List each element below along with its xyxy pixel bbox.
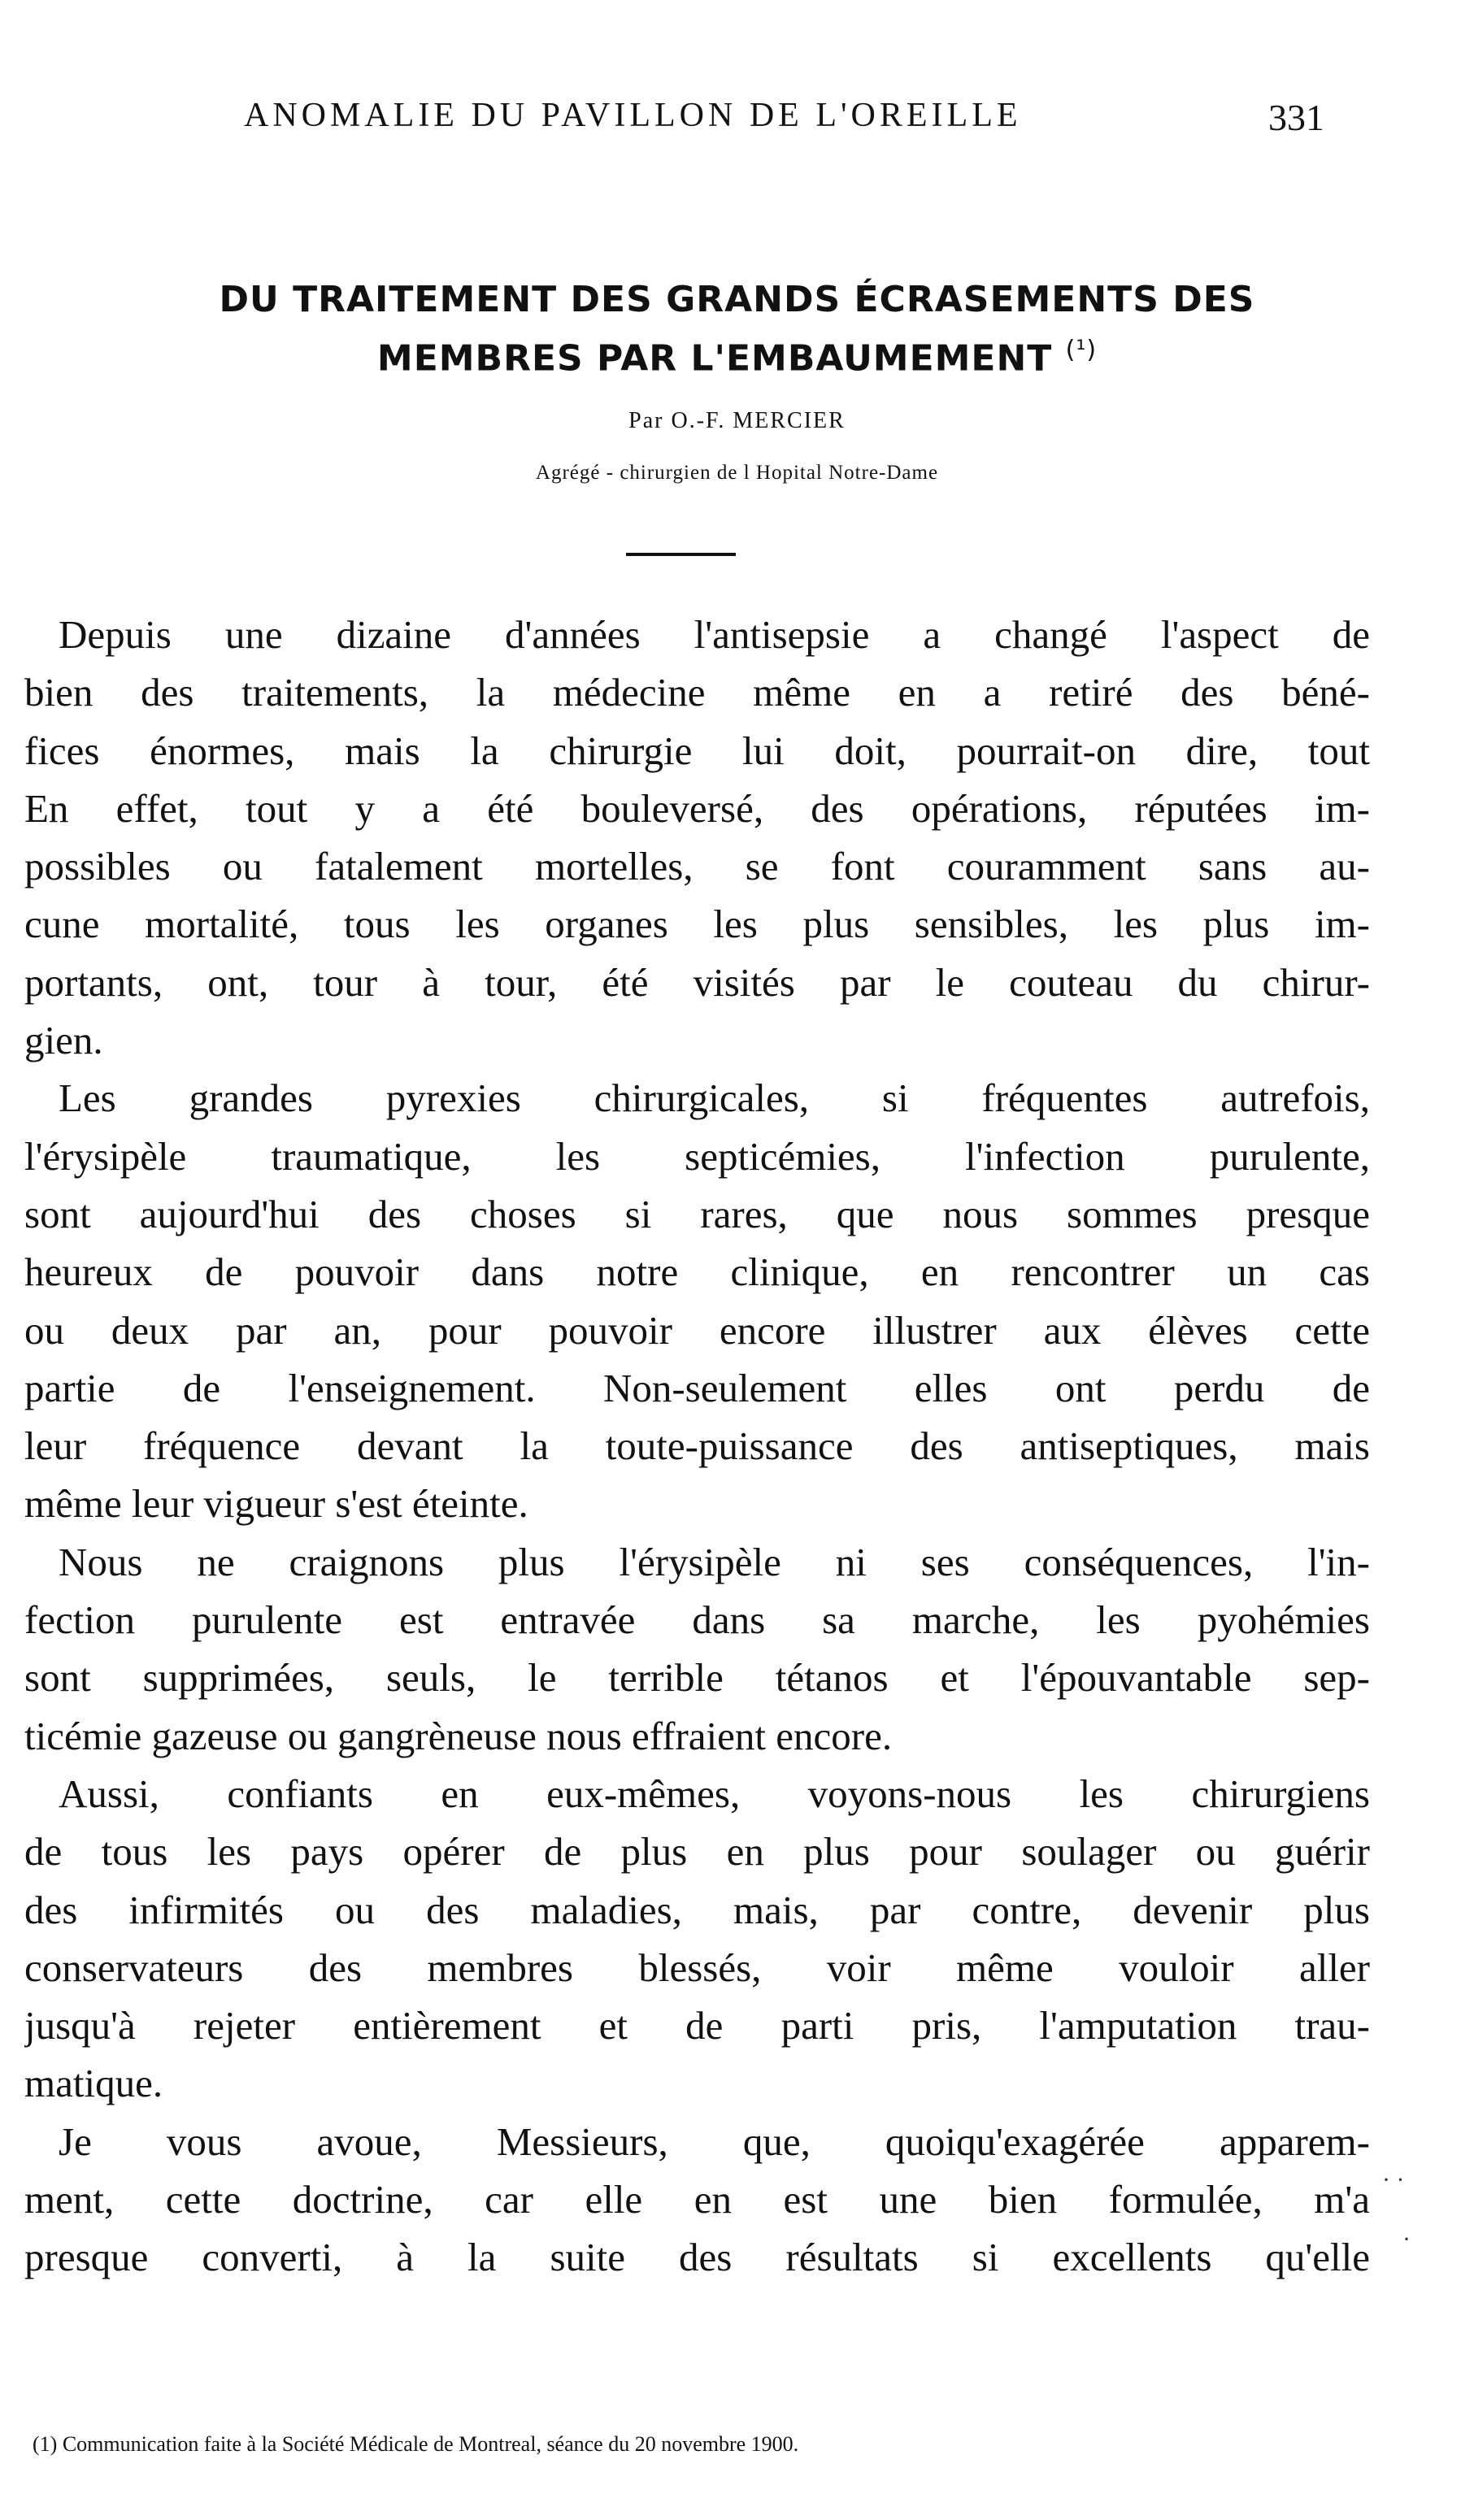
- body-line: fices énormes, mais la chirurgie lui doit, pourrait-on dire, tout: [24, 728, 1370, 773]
- margin-mark: ·: [1402, 2226, 1411, 2253]
- running-title: ANOMALIE DU PAVILLON DE L'OREILLE: [244, 97, 1022, 134]
- margin-mark: · ·: [1382, 2166, 1405, 2193]
- body-line: ou deux par an, pour pouvoir encore illustrer aux élèves cette: [24, 1307, 1370, 1353]
- body-line: Nous ne craignons plus l'érysipèle ni ses conséquences, l'in-: [59, 1539, 1370, 1584]
- body-line: ment, cette doctrine, car elle en est une bien formulée, m'a: [24, 2177, 1370, 2222]
- body-line: Aussi, confiants en eux-mêmes, voyons-nous les chirurgiens: [59, 1771, 1370, 1816]
- body-line: En effet, tout y a été bouleversé, des opérations, réputées im-: [24, 785, 1370, 831]
- body-line: cune mortalité, tous les organes les plus sensibles, les plus im-: [24, 902, 1370, 947]
- title-line-2: [33, 325, 1441, 385]
- body-line: partie de l'enseignement. Non-seulement elles ont perdu de: [24, 1365, 1370, 1410]
- body-line: possibles ou fatalement mortelles, se font couramment sans au-: [24, 844, 1370, 889]
- running-head: [0, 96, 1474, 145]
- body-line: presque converti, à la suite des résultats si excellents qu'elle: [24, 2235, 1370, 2280]
- body-line: sont aujourd'hui des choses si rares, que nous sommes presque: [24, 1191, 1370, 1236]
- author-affiliation: Agrégé - chirurgien de l Hopital Notre-Dame: [535, 462, 939, 484]
- body-line: leur fréquence devant la toute-puissance des antiseptiques, mais: [24, 1423, 1370, 1469]
- body-line: l'érysipèle traumatique, les septicémies, l'infection purulente,: [24, 1133, 1370, 1179]
- body-line: conservateurs des membres blessés, voir même vouloir aller: [24, 1944, 1370, 1990]
- footnote-marker: (¹): [1065, 336, 1098, 364]
- article-title: [33, 275, 1441, 385]
- body-line: matique.: [24, 2061, 163, 2106]
- title-line-2-text: MEMBRES PAR L'EMBAUMEMENT: [376, 337, 1053, 380]
- body-line: des infirmités ou des maladies, mais, par contre, devenir plus: [24, 1887, 1370, 1932]
- body-line: gien.: [24, 1018, 103, 1063]
- body-line: de tous les pays opérer de plus en plus pour soulager ou guérir: [24, 1829, 1370, 1875]
- body-line: bien des traitements, la médecine même en a retiré des béné-: [24, 670, 1370, 715]
- body-line: Depuis une dizaine d'années l'antisepsie a changé l'aspect de: [59, 612, 1370, 657]
- separator-rule: [626, 553, 736, 556]
- body-line: Les grandes pyrexies chirurgicales, si fréquentes autrefois,: [59, 1075, 1370, 1121]
- body-line: heureux de pouvoir dans notre clinique, en rencontrer un cas: [24, 1249, 1370, 1295]
- body-line: sont supprimées, seuls, le terrible tétanos et l'épouvantable sep-: [24, 1655, 1370, 1701]
- body-text: [24, 606, 1370, 2287]
- body-line: Je vous avoue, Messieurs, que, quoiqu'exagérée apparem-: [59, 2118, 1370, 2164]
- body-line: fection purulente est entravée dans sa marche, les pyohémies: [24, 1597, 1370, 1643]
- author-byline: Par O.-F. MERCIER: [628, 408, 846, 433]
- title-line-1: DU TRAITEMENT DES GRANDS ÉCRASEMENTS DES: [219, 279, 1255, 320]
- body-line: portants, ont, tour à tour, été visités par le couteau du chirur-: [24, 959, 1370, 1005]
- page-number: 331: [1268, 97, 1324, 138]
- footnote: (1) Communication faite à la Société Médicale de Montreal, séance du 20 novembre 1900.: [33, 2432, 799, 2456]
- body-line: même leur vigueur s'est éteinte.: [24, 1481, 528, 1527]
- body-line: jusqu'à rejeter entièrement et de parti pris, l'amputation trau-: [24, 2003, 1370, 2049]
- body-line: ticémie gazeuse ou gangrèneuse nous effraient encore.: [24, 1713, 893, 1758]
